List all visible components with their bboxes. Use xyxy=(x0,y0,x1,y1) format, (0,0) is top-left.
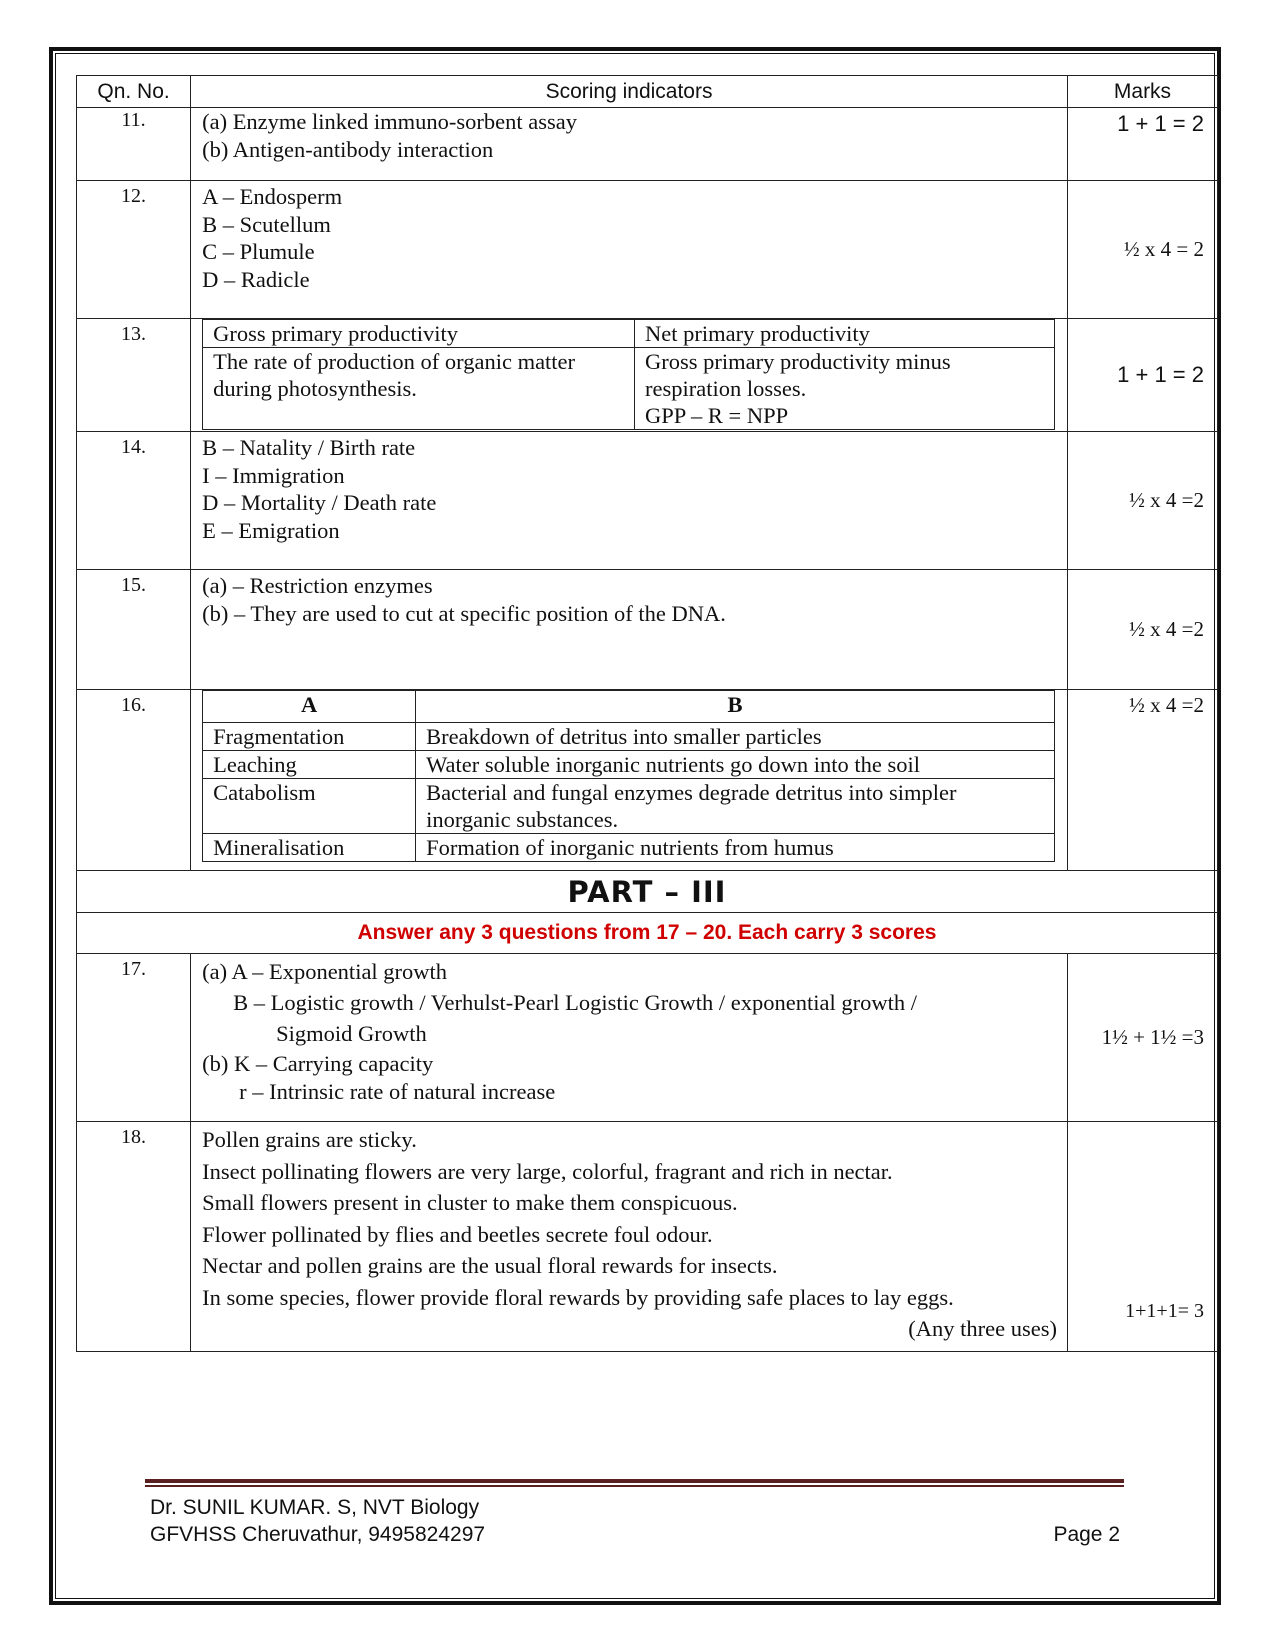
footer-author: Dr. SUNIL KUMAR. S, NVT Biology xyxy=(150,1496,480,1519)
answer-line: (a) – Restriction enzymes xyxy=(202,573,433,598)
productivity-table xyxy=(202,319,1055,430)
question-number: 13. xyxy=(77,319,191,432)
answer-line: B – Scutellum xyxy=(202,211,331,237)
question-number: 17. xyxy=(77,954,191,1122)
answer-line: Flower pollinated by flies and beetles secrete foul odour. xyxy=(202,1221,713,1247)
npp-definition: Gross primary productivity minus respiration losses. xyxy=(644,349,951,401)
answer-line: D – Mortality / Death rate xyxy=(202,490,437,515)
question-row-11 xyxy=(77,108,1218,181)
answer-line: Pollen grains are sticky. xyxy=(202,1127,417,1152)
part-title-row xyxy=(77,871,1218,913)
question-row-12 xyxy=(77,181,1218,319)
question-number: 18. xyxy=(77,1122,191,1352)
process-description: Breakdown of detritus into smaller particles xyxy=(416,723,1055,751)
question-number: 11. xyxy=(77,108,191,181)
question-number: 15. xyxy=(77,570,191,690)
answer-line: (b) – They are used to cut at specific position of the DNA. xyxy=(202,600,726,626)
footer-rule-thick xyxy=(145,1479,1124,1483)
process-name: Catabolism xyxy=(203,779,416,834)
question-number: 14. xyxy=(77,432,191,570)
marks-cell: 1 + 1 = 2 xyxy=(1067,319,1217,432)
answer-cell xyxy=(191,432,1068,570)
instruction-row xyxy=(77,913,1218,954)
question-number: 16. xyxy=(77,690,191,871)
answer-cell xyxy=(191,181,1068,319)
answer-line: I – Immigration xyxy=(202,462,345,488)
page-number: Page 2 xyxy=(1053,1523,1120,1546)
answer-line: C – Plumule xyxy=(202,239,315,264)
answer-line: Insect pollinating flowers are very large, colorful, fragrant and rich in nectar. xyxy=(202,1158,893,1184)
answer-line: (b) Antigen-antibody interaction xyxy=(202,136,494,162)
npp-definition-cell xyxy=(634,348,1054,430)
scoring-table xyxy=(76,75,1218,1352)
header-row xyxy=(77,76,1218,108)
answer-line: (b) K – Carrying capacity xyxy=(202,1051,434,1076)
marks-cell: 1 + 1 = 2 xyxy=(1067,108,1217,181)
productivity-head-row xyxy=(203,320,1055,348)
answer-line: r – Intrinsic rate of natural increase xyxy=(239,1079,556,1104)
footer-school: GFVHSS Cheruvathur, 9495824297 xyxy=(150,1523,486,1546)
answer-cell xyxy=(191,319,1068,432)
answer-cell xyxy=(191,954,1068,1122)
marks-cell: ½ x 4 = 2 xyxy=(1067,181,1217,319)
footer-author-block xyxy=(150,1494,485,1548)
answer-cell xyxy=(191,690,1068,871)
answer-line: B – Logistic growth / Verhulst-Pearl Logistic Growth / exponential growth / xyxy=(233,990,917,1015)
decomposition-table xyxy=(202,690,1055,862)
process-name: Fragmentation xyxy=(203,723,416,751)
answer-line: (a) Enzyme linked immuno-sorbent assay xyxy=(202,109,577,134)
header-marks: Marks xyxy=(1067,76,1217,108)
header-qn: Qn. No. xyxy=(77,76,191,108)
marks-cell: ½ x 4 =2 xyxy=(1067,690,1217,871)
table-row xyxy=(203,723,1055,751)
column-b-heading: B xyxy=(416,691,1055,723)
part-title: PART – III xyxy=(77,871,1218,913)
decomposition-head-row xyxy=(203,691,1055,723)
npp-heading: Net primary productivity xyxy=(634,320,1054,348)
question-number: 12. xyxy=(77,181,191,319)
answer-cell xyxy=(191,1122,1068,1352)
question-row-18 xyxy=(77,1122,1218,1352)
gpp-heading: Gross primary productivity xyxy=(203,320,635,348)
process-description: Water soluble inorganic nutrients go down into the soil xyxy=(416,751,1055,779)
answer-line: A – Endosperm xyxy=(202,184,343,209)
process-description: Formation of inorganic nutrients from humus xyxy=(416,834,1055,862)
part-instruction: Answer any 3 questions from 17 – 20. Each carry 3 scores xyxy=(77,913,1218,954)
answer-line: Nectar and pollen grains are the usual floral rewards for insects. xyxy=(202,1253,778,1278)
table-row xyxy=(203,779,1055,834)
answer-cell xyxy=(191,108,1068,181)
answer-line: (a) A – Exponential growth xyxy=(202,959,448,984)
answer-note: (Any three uses) xyxy=(908,1316,1057,1341)
question-row-14 xyxy=(77,432,1218,570)
question-row-17 xyxy=(77,954,1218,1122)
process-name: Mineralisation xyxy=(203,834,416,862)
marks-cell: 1½ + 1½ =3 xyxy=(1067,954,1217,1122)
answer-line: Sigmoid Growth xyxy=(276,1021,427,1046)
answer-line: D – Radicle xyxy=(202,266,310,292)
answer-line: B – Natality / Birth rate xyxy=(202,435,416,460)
table-row xyxy=(203,834,1055,862)
answer-cell xyxy=(191,570,1068,690)
answer-line: E – Emigration xyxy=(202,517,340,543)
header-indicators: Scoring indicators xyxy=(191,76,1068,108)
marks-cell: ½ x 4 =2 xyxy=(1067,432,1217,570)
footer-rule-thin xyxy=(145,1485,1124,1487)
process-name: Leaching xyxy=(203,751,416,779)
process-description: Bacterial and fungal enzymes degrade detritus into simpler inorganic substances. xyxy=(416,779,1055,834)
column-a-heading: A xyxy=(203,691,416,723)
npp-formula: GPP – R = NPP xyxy=(644,403,789,428)
productivity-body-row xyxy=(203,348,1055,430)
answer-line: Small flowers present in cluster to make them conspicuous. xyxy=(202,1190,738,1215)
gpp-definition: The rate of production of organic matter during photosynthesis. xyxy=(203,348,635,430)
marks-cell: ½ x 4 =2 xyxy=(1067,570,1217,690)
marks-cell: 1+1+1= 3 xyxy=(1067,1122,1217,1352)
question-row-13 xyxy=(77,319,1218,432)
table-row xyxy=(203,751,1055,779)
question-row-15 xyxy=(77,570,1218,690)
answer-line: In some species, flower provide floral rewards by providing safe places to lay eggs. xyxy=(202,1284,954,1310)
question-row-16 xyxy=(77,690,1218,871)
